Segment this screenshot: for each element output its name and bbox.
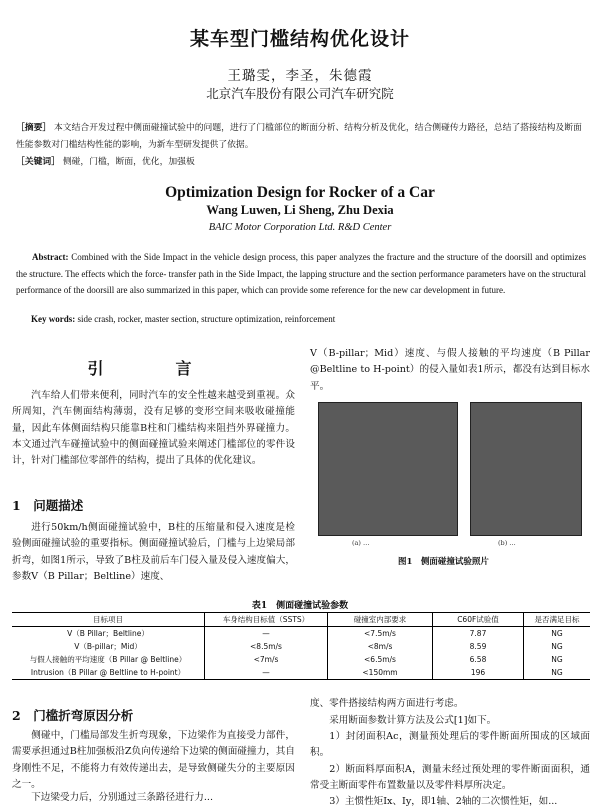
table-cell: <8.5m/s	[205, 640, 328, 653]
table-cell: 196	[433, 666, 524, 680]
abstract-en-label: Abstract:	[32, 252, 69, 262]
keywords-en-label: Key words:	[31, 314, 76, 324]
table-cell: V（B-pillar；Mid）	[74, 642, 142, 651]
keywords-en-text: side crash, rocker, master section, structure optimization, reinforcement	[77, 314, 336, 324]
table-header-cell: C60F试验值	[433, 613, 524, 627]
section-2-paragraph-continued: 下边梁受力后，分别通过三条路径进行力...	[31, 792, 214, 803]
english-authors: Wang Luwen, Li Sheng, Zhu Dexia	[206, 203, 394, 217]
keywords-cn-text: 侧碰，门槛，断面，优化，加强板	[62, 157, 195, 167]
figure-caption-a: (a) …	[352, 539, 370, 547]
table-row	[12, 653, 590, 666]
table-cell: 与假人接触的平均速度（B Pillar @ Beltline）	[29, 655, 187, 664]
english-institution: BAIC Motor Corporation Ltd. R&D Center	[208, 222, 392, 233]
section-2-paragraph: 侧碰中，门槛局部发生折弯现象，下边梁作为直接受力部件，需要承担通过B柱加强板沿Z负向传递给下边梁的侧面碰撞力，其自身刚性不足，不能将力有效传递出去，是导致侧碰失分的主要原因之一。	[12, 730, 295, 790]
table-cell: <7.5m/s	[328, 627, 433, 641]
abstract-en-text: Combined with the Side Impact in the vehicle design process, this paper analyzes the fracture and the structure of the doorsill and optimizes the structure. The effects which the force- transfer path in the Side Impact, the lapping structure and the section performance parameters have on the structural performance of the doorsill are also summarized in this paper, which can provide some reference for the new car development in future.	[16, 252, 586, 295]
right-bottom-line-1: 度、零件搭接结构两方面进行考虑。	[310, 698, 464, 709]
table-cell: V（B Pillar；Beltline）	[67, 629, 149, 638]
table-cell: 8.59	[433, 640, 524, 653]
table-cell: —	[205, 666, 328, 680]
table-cell: 7.87	[433, 627, 524, 641]
paper-authors: 王璐雯，李圣，朱德霞	[227, 68, 373, 84]
table-header-cell: 碰撞室内部要求	[328, 613, 433, 627]
test-parameter-table	[12, 612, 590, 680]
right-bottom-item-3: 3）主惯性矩Ix、Iy，即1轴、2轴的二次惯性矩，如...	[329, 796, 558, 807]
keywords-cn	[16, 154, 584, 167]
keywords-en	[31, 314, 586, 324]
table-row	[12, 640, 590, 653]
table-cell: NG	[524, 640, 591, 653]
table-header-cell: 目标项目	[12, 613, 205, 627]
abstract-en	[16, 249, 586, 299]
paper-institution: 北京汽车股份有限公司汽车研究院	[206, 86, 394, 101]
table-cell: —	[205, 627, 328, 641]
table-cell: Intrusion（B Pillar @ Beltline to H-point）	[12, 666, 205, 680]
crash-photo-a	[318, 402, 458, 536]
paper-title: 某车型门槛结构优化设计	[189, 28, 410, 50]
figure-title: 图1 侧面碰撞试验照片	[398, 557, 489, 567]
section-2-heading: 2 门槛折弯原因分析	[12, 708, 134, 723]
table-cell: NG	[524, 653, 591, 666]
abstract-cn-label: ［摘要］	[16, 123, 52, 133]
table-cell: NG	[524, 627, 591, 641]
table-cell: <7m/s	[205, 653, 328, 666]
english-title: Optimization Design for Rocker of a Car	[165, 184, 435, 201]
right-bottom-item-1: 1）封闭面积Ac，测量预处理后的零件断面所围成的区域面积。	[310, 731, 590, 759]
right-top-paragraph: V（B-pillar；Mid）速度、与假人接触的平均速度（B Pillar @Beltline to H-point）的侵入量如表1所示，都没有达到目标水平。	[310, 348, 590, 392]
table-row	[12, 666, 590, 680]
table-cell: <8m/s	[328, 640, 433, 653]
table-title: 表1 侧面碰撞试验参数	[251, 601, 349, 611]
keywords-cn-label: ［关键词］	[16, 157, 60, 167]
table-cell: NG	[524, 666, 591, 680]
crash-photo-b	[470, 402, 582, 536]
table-row	[12, 627, 590, 641]
table-header-cell: 是否满足目标	[524, 613, 591, 627]
right-bottom-item-2: 2）断面料厚面积A，测量未经过预处理的零件断面面积，通常受主断面零件布置数量以及零件料厚所决定。	[310, 764, 590, 792]
intro-paragraph: 汽车给人们带来便利，同时汽车的安全性越来越受到重视。众所周知，汽车侧面结构薄弱，没有足够的变形空间来吸收碰撞能量，因此车体侧面结构只能靠B柱和门槛结构来阻挡外界碰撞力。本文通过汽车碰撞试验中的侧面碰撞试验来阐述门槛部位的零件设计，针对门槛部位零部件的结构，提出了具体的优化建议。	[12, 390, 295, 467]
right-bottom-line-2: 采用断面参数计算方法及公式[1]如下。	[329, 715, 497, 726]
figure-caption-b: (b) …	[498, 539, 516, 547]
abstract-cn	[16, 120, 584, 154]
table-cell: <6.5m/s	[328, 653, 433, 666]
table-header-cell: 车身结构目标值（SSTS）	[205, 613, 328, 627]
table-cell: <150mm	[328, 666, 433, 680]
intro-heading: 引 言	[87, 359, 220, 378]
abstract-cn-text: 本文结合开发过程中侧面碰撞试验中的问题，进行了门槛部位的断面分析、结构分析及优化，结合侧碰传力路径，总结了搭接结构及断面性能参数对门槛结构性能的影响，为新车型研发提供了依据。	[16, 123, 582, 150]
section-1-heading: 1 问题描述	[12, 498, 84, 513]
section-1-paragraph: 进行50km/h侧面碰撞试验中，B柱的压缩量和侵入速度是检验侧面碰撞试验的重要指标。侧面碰撞试验后，门槛与上边梁局部折弯，如图1所示，导致了B柱及前后车门侵入量及侵入速度偏大，参数V（B Pillar；Beltline）速度、	[12, 522, 295, 582]
table-cell: 6.58	[433, 653, 524, 666]
